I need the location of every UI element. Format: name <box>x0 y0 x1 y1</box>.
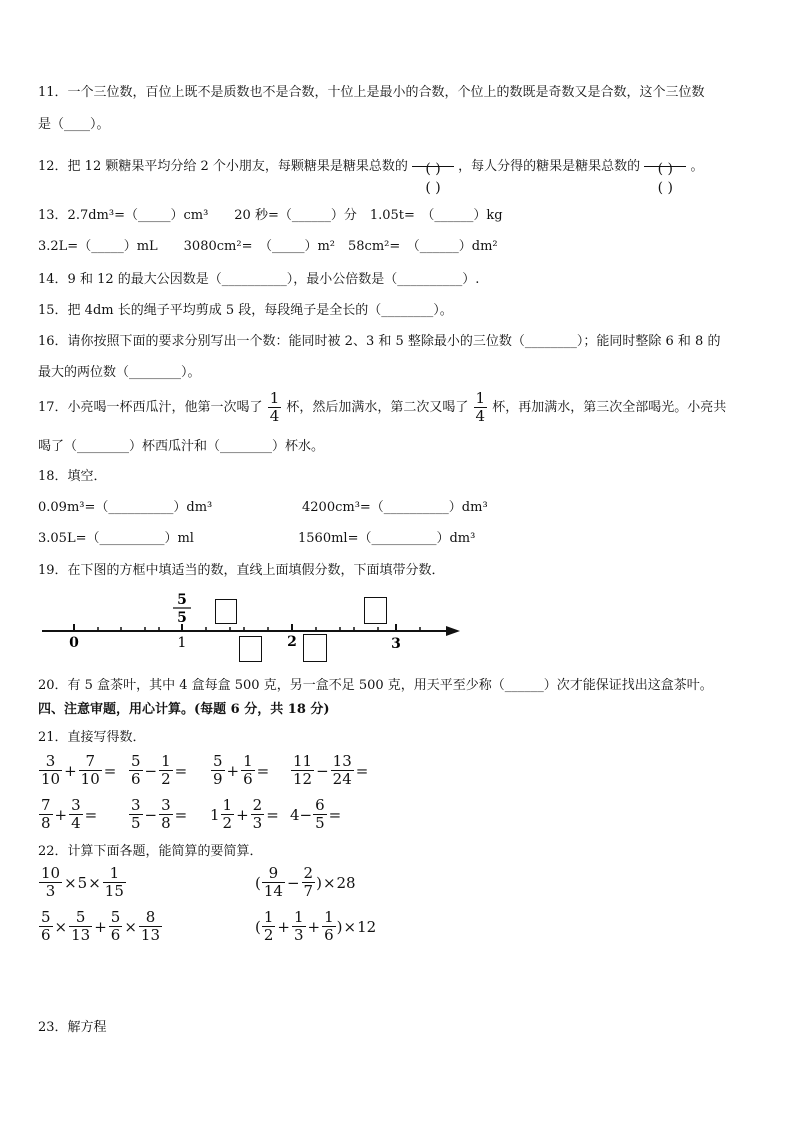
q22-expr-2: ( $\frac{9}{14}$ − $\frac{2}{7}$ ) × 28 <box>255 864 356 900</box>
answer-box-top-1[interactable] <box>215 599 237 624</box>
answer-box-bottom-2[interactable] <box>303 634 327 662</box>
q12-answer-fraction-1: $\frac{( )}{( )}$ <box>412 149 454 184</box>
q11-line1: 11．一个三位数，百位上既不是质数也不是合数，十位上是最小的合数，个位上的数既是奇数又是合数，这个三位数 <box>38 85 705 100</box>
q14: 14．9 和 12 的最大公因数是（__________），最小公倍数是（__________）. <box>38 272 480 287</box>
q21-title: 21．直接写得数． <box>38 730 146 745</box>
q18-a: 0.09m³=（__________）dm³ <box>38 500 213 515</box>
q15: 15．把 4dm 长的绳子平均剪成 5 段，每段绳子是全长的（________）。 <box>38 303 453 318</box>
q12-text-1: 12．把 12 颗糖果平均分给 2 个小朋友，每颗糖果是糖果总数的 <box>38 159 408 174</box>
section-4-heading: 四、注意审题，用心计算。(每题 6 分，共 18 分) <box>38 702 330 717</box>
q17-text-2: 杯，然后加满水，第二次又喝了 <box>286 400 469 415</box>
q11-line2: 是（____）。 <box>38 117 110 132</box>
q22-expr-4: ( $\frac{1}{2}$ + $\frac{1}{3}$ + $\frac{1}{6}$ ) × 12 <box>255 908 377 944</box>
fraction-denominator: 5 <box>177 610 187 626</box>
q21-row1-item-1: $\frac{3}{10}$ + $\frac{7}{10}$ = <box>41 752 117 788</box>
q18-b: 4200cm³=（__________）dm³ <box>302 500 488 515</box>
q12 <box>38 147 704 196</box>
q12-text-2: ，每人分得的糖果是糖果总数的 <box>458 159 641 174</box>
q21-row2-item-2: $\frac{3}{5}$ − $\frac{3}{8}$ = <box>131 796 188 832</box>
q18-c: 3.05L=（__________）ml <box>38 531 194 546</box>
q21-row2-item-1: $\frac{7}{8}$ + $\frac{3}{4}$ = <box>41 796 98 832</box>
q20: 20．有 5 盒茶叶，其中 4 盒每盒 500 克，另一盒不足 500 克，用天平至少称（______）次才能保证找出这盒茶叶。 <box>38 678 713 693</box>
q17-text-3: 杯，再加满水，第三次全部喝光。小亮共 <box>492 400 727 415</box>
q21-row1-item-3: $\frac{5}{9}$ + $\frac{1}{6}$ = <box>213 752 270 788</box>
q21-row1-item-2: $\frac{5}{6}$ − $\frac{1}{2}$ = <box>131 752 188 788</box>
tick-label-3: 3 <box>391 636 401 652</box>
q12-text-3: 。 <box>690 159 704 174</box>
q13-line2: 3.2L=（_____）mL 3080cm²= （_____）m² 58cm²= （______）dm² <box>38 239 498 254</box>
q17-fraction-2: $\frac{1}{4}$ <box>475 389 486 425</box>
answer-box-top-2[interactable] <box>364 597 387 624</box>
answer-box-bottom-1[interactable] <box>239 636 262 662</box>
q23: 23．解方程 <box>38 1020 107 1035</box>
q16-line1: 16．请你按照下面的要求分别写出一个数：能同时被 2、3 和 5 整除最小的三位数（________）；能同时整除 6 和 8 的 <box>38 334 721 349</box>
q17-line1 <box>38 390 726 426</box>
q21-row2-item-3: 1 $\frac{1}{2}$ + $\frac{2}{3}$ = <box>210 796 279 832</box>
q22-expr-3: $\frac{5}{6}$ × $\frac{5}{13}$ + $\frac{5}{6}$ × $\frac{8}{13}$ <box>41 908 161 944</box>
q12-answer-fraction-2: $\frac{( )}{( )}$ <box>644 149 686 184</box>
q17-text-1: 17．小亮喝一杯西瓜汁，他第一次喝了 <box>38 400 263 415</box>
fraction-numerator: 5 <box>177 592 187 608</box>
tick-label-0: 0 <box>69 635 79 651</box>
q16-line2: 最大的两位数（________）。 <box>38 365 201 380</box>
q18-title: 18．填空． <box>38 469 107 484</box>
q19-title: 19．在下图的方框中填适当的数，直线上面填假分数，下面填带分数． <box>38 563 445 578</box>
q18-d: 1560ml=（__________）dm³ <box>298 531 476 546</box>
tick-label-2: 2 <box>287 634 297 650</box>
q17-fraction-1: $\frac{1}{4}$ <box>269 389 280 425</box>
q22-expr-1: $\frac{10}{3}$ × 5 × $\frac{1}{15}$ <box>41 864 124 900</box>
tick-label-1: 1 <box>177 635 187 651</box>
q21-row2-item-4: 4− $\frac{6}{5}$ = <box>290 796 342 832</box>
q21-row1-item-4: $\frac{11}{12}$ − $\frac{13}{24}$ = <box>293 752 369 788</box>
q13-line1: 13．2.7dm³=（_____）cm³ 20 秒=（______）分 1.05t= （______）kg <box>38 208 503 223</box>
number-line <box>0 588 794 664</box>
q22-title: 22．计算下面各题，能简算的要简算． <box>38 844 263 859</box>
q17-line2: 喝了（________）杯西瓜汁和（________）杯水。 <box>38 439 325 454</box>
